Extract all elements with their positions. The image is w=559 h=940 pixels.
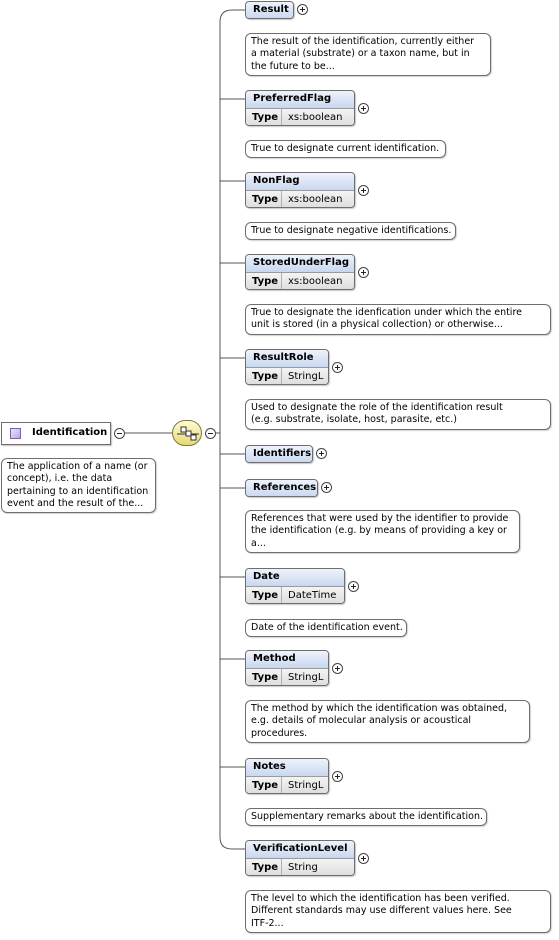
doc-line: a material (substrate) or a taxon name, but in: [251, 48, 470, 60]
element-doc: [245, 304, 551, 335]
element-references[interactable]: [245, 479, 318, 497]
doc-line: True to designate current identification.: [251, 143, 440, 154]
doc-line: The result of the identification, currently either: [251, 36, 475, 47]
element-name: Notes: [246, 759, 328, 776]
doc-line: The method by which the identification was obtained,: [251, 703, 508, 714]
element-doc: [245, 399, 551, 430]
element-doc: [245, 808, 487, 826]
element-doc: [245, 140, 446, 158]
element-doc: [245, 890, 551, 933]
sequence-compositor[interactable]: [172, 420, 202, 446]
doc-line: The application of a name (or: [7, 461, 148, 472]
element-doc: [245, 700, 530, 743]
type-row: [246, 272, 354, 290]
element-preferredflag[interactable]: [245, 90, 355, 126]
type-label: Type: [246, 191, 282, 208]
element-name: Date: [246, 569, 344, 586]
doc-line: the future to be...: [251, 60, 335, 72]
type-value: xs:boolean: [288, 276, 343, 287]
minus-icon[interactable]: [114, 428, 125, 439]
minus-icon[interactable]: [205, 428, 216, 439]
doc-line: event and the result of the...: [7, 497, 144, 509]
root-element-doc: [1, 458, 156, 513]
sequence-compositor-icon: [173, 421, 203, 447]
plus-icon[interactable]: [321, 482, 332, 493]
type-value: StringL: [288, 371, 324, 382]
doc-line: The level to which the identification has been verified.: [251, 893, 510, 904]
plus-icon[interactable]: [358, 853, 369, 864]
doc-line: Used to designate the role of the identification result: [251, 402, 503, 413]
plus-icon[interactable]: [358, 267, 369, 278]
plus-icon[interactable]: [297, 4, 308, 15]
element-doc: [245, 222, 456, 240]
element-verificationlevel[interactable]: [245, 840, 355, 876]
element-doc: [245, 33, 491, 76]
root-element-box[interactable]: [1, 422, 111, 445]
doc-line: ITF-2...: [251, 917, 284, 929]
element-identifiers[interactable]: [245, 445, 313, 463]
plus-icon[interactable]: [332, 362, 343, 373]
doc-line: (e.g. substrate, isolate, host, parasite, etc.): [251, 414, 457, 426]
doc-line: concept), i.e. the data: [7, 473, 113, 485]
type-value: StringL: [288, 780, 324, 791]
doc-line: a...: [251, 537, 266, 549]
doc-line: Supplementary remarks about the identification.: [251, 811, 483, 822]
type-label: Type: [246, 859, 282, 876]
element-name: StoredUnderFlag: [246, 255, 354, 272]
element-storedunderflag[interactable]: [245, 254, 355, 290]
doc-line: References that were used by the identifier to provide: [251, 513, 509, 524]
type-value: StringL: [288, 672, 324, 683]
type-label: Type: [246, 368, 282, 385]
doc-line: e.g. details of molecular analysis or acoustical: [251, 715, 472, 727]
element-name: NonFlag: [246, 173, 354, 190]
element-name: Identifiers: [246, 446, 312, 463]
element-result[interactable]: [245, 1, 294, 19]
plus-icon[interactable]: [358, 185, 369, 196]
element-name: Result: [246, 2, 293, 19]
type-label: Type: [246, 587, 282, 604]
type-label: Type: [246, 777, 282, 794]
element-date[interactable]: [245, 568, 345, 604]
element-nonflag[interactable]: [245, 172, 355, 208]
plus-icon[interactable]: [348, 581, 359, 592]
element-resultrole[interactable]: [245, 349, 329, 385]
element-name: ResultRole: [246, 350, 328, 367]
type-row: [246, 586, 344, 604]
doc-line: procedures.: [251, 727, 308, 739]
type-label: Type: [246, 273, 282, 290]
type-value: String: [288, 862, 318, 873]
element-name: References: [246, 480, 317, 497]
root-element-name: Identification: [32, 427, 108, 438]
type-label: Type: [246, 109, 282, 126]
type-label: Type: [246, 669, 282, 686]
element-doc: [245, 510, 520, 553]
type-row: [246, 668, 328, 686]
doc-line: True to designate the idenfication under which the entire: [251, 307, 522, 318]
plus-icon[interactable]: [332, 663, 343, 674]
element-name: Method: [246, 651, 328, 668]
type-row: [246, 858, 354, 876]
doc-line: Date of the identification event.: [251, 622, 403, 633]
doc-line: pertaining to an identification: [7, 485, 149, 497]
type-value: xs:boolean: [288, 194, 343, 205]
type-value: DateTime: [288, 590, 337, 601]
element-method[interactable]: [245, 650, 329, 686]
plus-icon[interactable]: [316, 448, 327, 459]
type-row: [246, 776, 328, 794]
complex-element-icon: [10, 428, 21, 439]
type-row: [246, 108, 354, 126]
plus-icon[interactable]: [332, 771, 343, 782]
type-row: [246, 367, 328, 385]
type-value: xs:boolean: [288, 112, 343, 123]
doc-line: Different standards may use different values here. See: [251, 905, 512, 917]
plus-icon[interactable]: [358, 103, 369, 114]
doc-line: True to designate negative identifications.: [251, 225, 452, 236]
doc-line: unit is stored (in a physical collection) or otherwise...: [251, 319, 503, 331]
element-name: VerificationLevel: [246, 841, 354, 858]
element-notes[interactable]: [245, 758, 329, 794]
element-name: PreferredFlag: [246, 91, 354, 108]
type-row: [246, 190, 354, 208]
element-doc: [245, 619, 407, 637]
doc-line: the identification (e.g. by means of providing a key or: [251, 525, 507, 537]
